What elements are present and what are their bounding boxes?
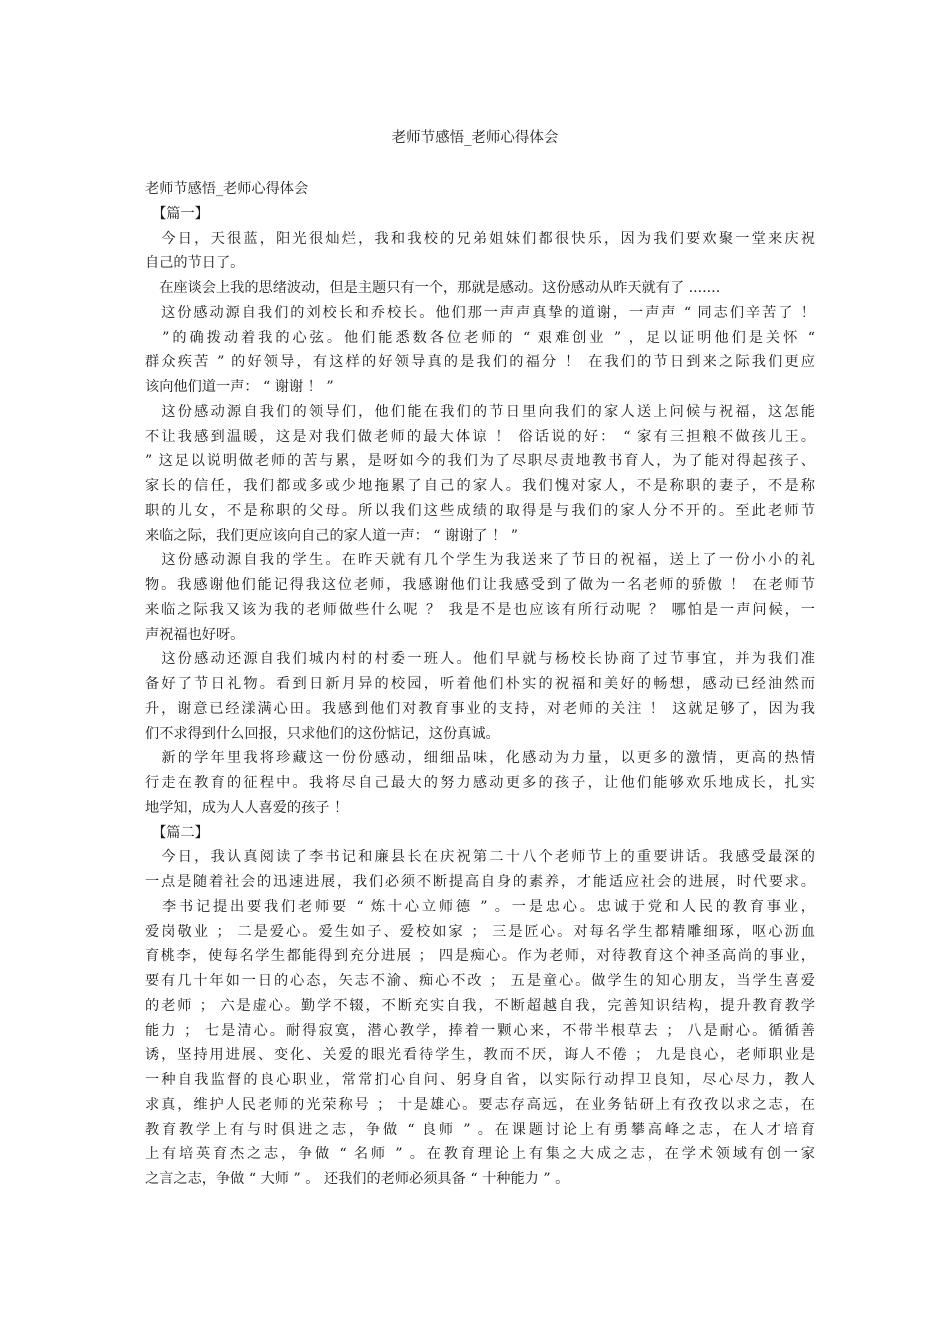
text-line: 爱岗敬业 ； 二是爱心。爱生如子、爱校如家 ； 三是匠心。对每名学生都精雕细琢，呕心沥血	[145, 923, 815, 940]
section-heading: 【篇一】	[145, 205, 209, 222]
text-line: 的老师 ； 六是虚心。勤学不辍，不断充实自我，不断超越自我，完善知识结构，提升教育教学	[145, 997, 815, 1014]
text-line: 物。我感谢他们能记得我这位老师，我感谢他们让我感受到了做为一名老师的骄傲 ！ 在老师节	[145, 577, 815, 593]
text-line: 家长的信任，我们都或多或少地拖累了自己的家人。我们愧对家人，不是称职的妻子，不是称	[145, 478, 815, 494]
text-line: 升，谢意已经漾满心田。我感到他们对教育事业的支持，对老师的关注 ！ 这就足够了，因为我	[145, 700, 815, 717]
document-heading: 老师节感悟_老师心得体会	[145, 181, 309, 197]
text-line: 备好了节日礼物。看到日新月异的校园，听着他们朴实的祝福和美好的畅想，感动已经油然而	[145, 676, 815, 692]
text-line: 求真，维护人民老师的光荣称号 ； 十是雄心。要志存高远，在业务钻研上有孜孜以求之志，在	[145, 1096, 815, 1113]
text-line: 之言之志，争做 “ 大师 ” 。 还我们的老师必须具备 “ 十种能力 ” 。	[145, 1171, 570, 1187]
text-line: 自己的节日了。	[145, 255, 245, 272]
text-line: 上有培英育杰之志，争做 “ 名师 ” 。在教育理论上有集之大成之志，在学术领域有创一家	[145, 1146, 815, 1163]
text-line: 该向他们道一声： “ 谢谢 ！ ”	[145, 379, 334, 395]
text-line: 在座谈会上我的思绪波动，但是主题只有一个，那就是感动。这份感动从昨天就有了 .......	[145, 280, 721, 296]
text-line: 这份感动源自我们的刘校长和乔校长。他们那一声声真挚的道谢，一声声 “ 同志们辛苦了 ！	[145, 304, 815, 321]
text-line: 来临之际我又该为我的老师做些什么呢 ？ 我是不是也应该有所行动呢 ？ 哪怕是一声问候，一	[145, 601, 815, 618]
text-line: 新的学年里我将珍藏这一份份感动，细细品味，化感动为力量，以更多的激情，更高的热情	[145, 750, 815, 767]
text-line: 今日，天很蓝，阳光很灿烂，我和我校的兄弟姐妹们都很快乐，因为我们要欢聚一堂来庆祝	[145, 230, 815, 247]
text-line: 声祝福也好呀。	[145, 626, 245, 643]
document-title: 老师节感悟_老师心得体会	[391, 130, 559, 146]
text-line: 这份感动源自我的学生。在昨天就有几个学生为我送来了节日的祝福，送上了一份小小的礼	[145, 552, 815, 569]
text-line: ”的确拨动着我的心弦。他们能悉数各位老师的 “ 艰难创业 ” ，足以证明他们是关怀 “	[145, 329, 815, 346]
text-line: 李书记提出要我们老师要 “ 炼十心立师德 ” 。一是忠心。忠诚于党和人民的教育事业，	[145, 898, 815, 915]
text-line: 能力 ； 七是清心。耐得寂寞，潜心教学，捧着一颗心来，不带半根草去 ； 八是耐心。循循善	[145, 1022, 815, 1039]
text-line: 行走在教育的征程中。我将尽自己最大的努力感动更多的孩子，让他们能够欢乐地成长，扎实	[145, 775, 815, 791]
text-line: 育桃李，使每名学生都能得到充分进展 ； 四是痴心。作为老师，对待教育这个神圣高尚的事业，	[145, 948, 815, 965]
text-line: 这份感动还源自我们城内村的村委一班人。他们早就与杨校长协商了过节事宜，并为我们准	[145, 651, 815, 668]
text-line: 要有几十年如一日的心态，矢志不渝、痴心不改 ； 五是童心。做学生的知心朋友，当学生喜爱	[145, 973, 815, 989]
text-line: 群众疾苦 ” 的好领导，有这样的好领导真的是我们的福分 ！ 在我们的节日到来之际我们更应	[145, 354, 815, 371]
text-line: ” 这足以说明做老师的苦与累，是呀如今的我们为了尽职尽责地教书育人，为了能对得起孩子、	[145, 453, 815, 470]
text-line: 这份感动源自我们的领导们，他们能在我们的节日里向我们的家人送上问候与祝福，这怎能	[145, 403, 815, 420]
text-line: 来临之际，我们更应该向自己的家人道一声： “ 谢谢了 ！ ”	[145, 527, 519, 544]
text-line: 一种自我监督的良心职业，常常扪心自问、躬身自省，以实际行动捍卫良知，尽心尽力，教人	[145, 1072, 815, 1088]
text-line: 们不求得到什么回报，只求他们的这份惦记，这份真诚。	[145, 725, 500, 742]
text-line: 职的儿女，不是称职的父母。所以我们这些成绩的取得是与我们的家人分不开的。至此老师节	[145, 502, 815, 519]
text-line: 地学知，成为人人喜爱的孩子 ！	[145, 799, 349, 816]
text-line: 教育教学上有与时俱进之志，争做 “ 良师 ” 。在课题讨论上有勇攀高峰之志，在人才培育	[145, 1121, 815, 1138]
section-heading: 【篇二】	[145, 824, 209, 841]
text-line: 不让我感到温暖，这是对我们做老师的最大体谅 ！ 俗话说的好： “ 家有三担粮不做孩儿王。	[145, 428, 815, 445]
text-line: 今日，我认真阅读了李书记和廉县长在庆祝第二十八个老师节上的重要讲话。我感受最深的	[145, 849, 815, 866]
text-line: 一点是随着社会的迅速进展，我们必须不断提高自身的素养，才能适应社会的进展，时代要求。	[145, 874, 815, 890]
text-line: 诱，坚持用进展、变化、关爱的眼光看待学生，教而不厌，诲人不倦 ； 九是良心，老师职业是	[145, 1047, 815, 1064]
